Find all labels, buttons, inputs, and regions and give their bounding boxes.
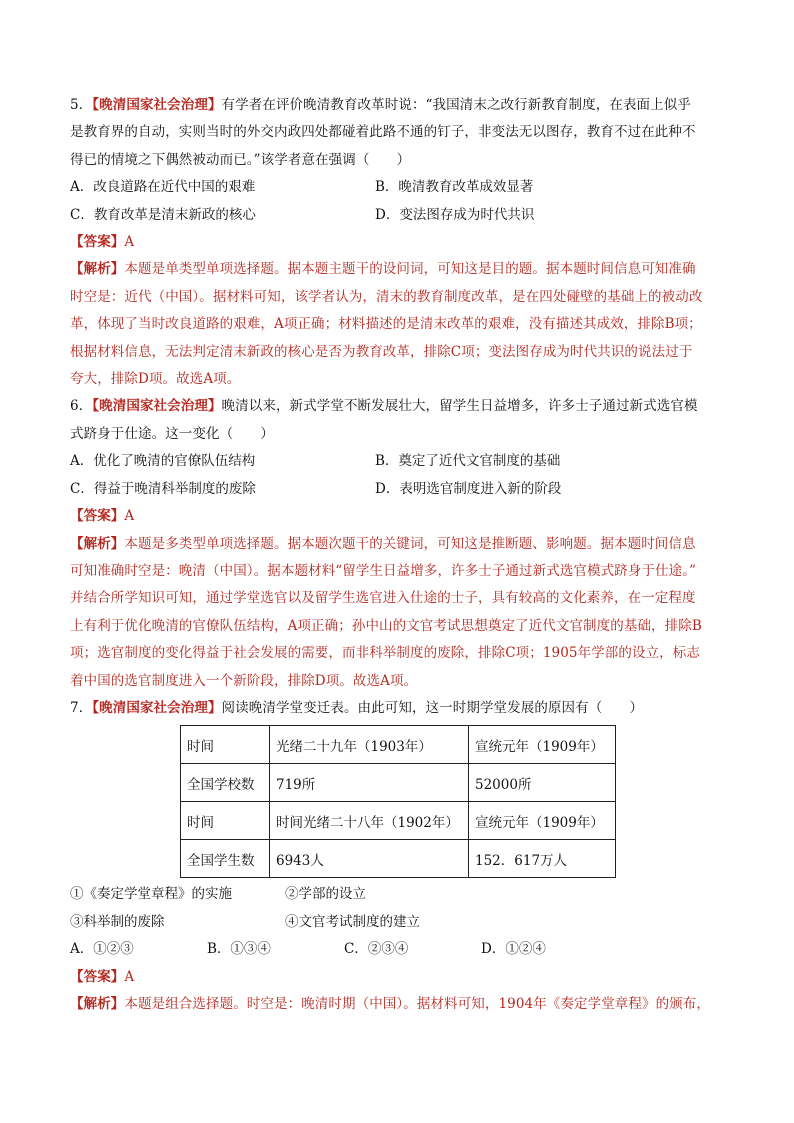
option-a[interactable]: A．改良道路在近代中国的艰难 (70, 179, 256, 196)
analysis-line: 时空是：近代（中国）。据材料可知，该学者认为，清末的教育制度改革，是在四处碰壁的基础上的被动改 (70, 288, 703, 305)
option-d[interactable]: D．①②④ (481, 941, 546, 958)
analysis-text: 本题是多类型单项选择题。据本题次题干的关键词，可知这是推断题、影响题。据本题时间信息 (124, 535, 696, 552)
analysis-label: 【解析】 (70, 535, 125, 552)
analysis-line: 项；选官制度的变化得益于社会发展的需要，而非科举制度的废除，排除C项；1905年学部的设立，标志 (70, 645, 700, 662)
analysis-line: 夸大，排除D项。故选A项。 (70, 371, 241, 388)
analysis-label: 【解析】 (70, 261, 125, 278)
table-row (181, 764, 616, 802)
question-6 (70, 393, 730, 694)
topic-tag: 【晚清国家社会治理】 (92, 398, 222, 415)
option-c[interactable]: C．②③④ (344, 941, 409, 958)
answer-line (70, 503, 730, 530)
table-cell: 719所 (270, 764, 469, 802)
table-cell: 时间 (181, 802, 270, 840)
table-cell: 宣统元年（1909年） (469, 726, 616, 764)
option-d[interactable]: D．变法图存成为时代共识 (375, 206, 535, 223)
answer-label: 【答案】 (70, 968, 125, 985)
options-row (70, 476, 730, 503)
answer-label: 【答案】 (70, 234, 125, 251)
options-row (70, 202, 730, 229)
question-stem-line (70, 695, 730, 722)
analysis-text: 本题是组合选择题。时空是：晚清时期（中国）。据材料可知，1904年《奏定学堂章程》的颁布， (124, 995, 711, 1012)
school-change-table (180, 725, 616, 878)
answer-value: A (124, 234, 135, 251)
question-stem-line: 是教育界的自动，实则当时的外交内政四处都碰着此路不通的钉子，非变法无以图存，教育不过在此种不 (70, 124, 696, 141)
question-7 (70, 695, 730, 1018)
topic-tag: 【晚清国家社会治理】 (92, 97, 222, 113)
table-cell: 光绪二十九年（1903年） (270, 726, 469, 764)
answer-line (70, 229, 730, 256)
options-row (70, 936, 730, 963)
analysis-line: 可知准确时空是：晚清（中国）。据本题材料“留学生日益增多，许多士子通过新式选官模式跻身于仕途。” (70, 562, 697, 579)
question-stem-line (70, 393, 730, 420)
analysis-text: 本题是单类型单项选择题。据本题主题干的设问词，可知这是目的题。据本题时间信息可知准确 (124, 261, 696, 278)
answer-value: A (124, 508, 135, 525)
option-c[interactable]: C．得益于晚清科举制度的废除 (70, 480, 256, 497)
table-row (181, 840, 616, 878)
table-cell: 6943人 (270, 840, 469, 878)
table-cell: 时间 (181, 726, 270, 764)
option-b[interactable]: B．奠定了近代文官制度的基础 (375, 453, 561, 470)
answer-value: A (124, 968, 135, 985)
question-stem-line: 式跻身于仕途。这一变化（ ） (70, 425, 274, 442)
option-c[interactable]: C．教育改革是清末新政的核心 (70, 206, 256, 223)
option-b[interactable]: B．①③④ (207, 941, 271, 958)
statement-item: ①《奏定学堂章程》的实施 (70, 886, 232, 903)
options-row (70, 448, 730, 475)
stem-text: 有学者在评价晚清教育改革时说：“我国清末之改行新教育制度，在表面上似乎 (221, 97, 691, 113)
option-d[interactable]: D．表明选官制度进入新的阶段 (375, 480, 562, 497)
analysis-line: 革，体现了当时改良道路的艰难，A项正确；材料描述的是清末改革的艰难，没有描述其成效，排除B项； (70, 316, 702, 333)
table-cell: 52000所 (469, 764, 616, 802)
topic-tag: 【晚清国家社会治理】 (92, 699, 222, 716)
question-5 (70, 92, 730, 393)
statement-row (70, 881, 730, 908)
analysis-line (70, 531, 730, 558)
analysis-line (70, 991, 730, 1018)
statement-item: ③科举制的废除 (70, 913, 165, 930)
table-cell: 宣统元年（1909年） (469, 802, 616, 840)
stem-text: 晚清以来，新式学堂不断发展壮大，留学生日益增多，许多士子通过新式选官模 (221, 398, 698, 415)
analysis-line: 上有利于优化晚清的官僚队伍结构，A项正确；孙中山的文官考试思想奠定了近代文官制度的基础，排除B (70, 617, 702, 634)
table-row (181, 802, 616, 840)
statement-item: ④文官考试制度的建立 (285, 913, 420, 930)
statement-row (70, 909, 730, 936)
table-cell: 时间光绪二十八年（1902年） (270, 802, 469, 840)
question-stem-line: 得已的情境之下偶然被动而已。”该学者意在强调（ ） (70, 151, 411, 168)
question-number: 6． (70, 398, 93, 415)
analysis-line: 根据材料信息，无法判定清末新政的核心是否为教育改革，排除C项；变法图存成为时代共识的说法过于 (70, 343, 693, 360)
question-stem-line (70, 92, 730, 119)
question-number: 7． (70, 699, 93, 716)
option-b[interactable]: B．晚清教育改革成效显著 (375, 179, 534, 196)
document-page (70, 92, 730, 1018)
analysis-line: 并结合所学知识可知，通过学堂选官以及留学生选官进入仕途的士子，具有较高的文化素养，在一定程度 (70, 590, 696, 607)
statement-item: ②学部的设立 (285, 886, 366, 903)
option-a[interactable]: A．①②③ (70, 941, 134, 958)
analysis-label: 【解析】 (70, 995, 125, 1012)
analysis-line: 着中国的选官制度进入一个新阶段，排除D项。故选A项。 (70, 672, 418, 689)
table-row (181, 726, 616, 764)
table-cell: 全国学校数 (181, 764, 270, 802)
question-number: 5． (70, 97, 93, 113)
stem-text: 阅读晚清学堂变迁表。由此可知，这一时期学堂发展的原因有（ ） (221, 699, 644, 716)
option-a[interactable]: A．优化了晚清的官僚队伍结构 (70, 453, 256, 470)
answer-label: 【答案】 (70, 508, 125, 525)
analysis-line (70, 256, 730, 283)
answer-line (70, 964, 730, 991)
table-cell: 全国学生数 (181, 840, 270, 878)
table-cell: 152．617万人 (469, 840, 616, 878)
options-row (70, 174, 730, 201)
